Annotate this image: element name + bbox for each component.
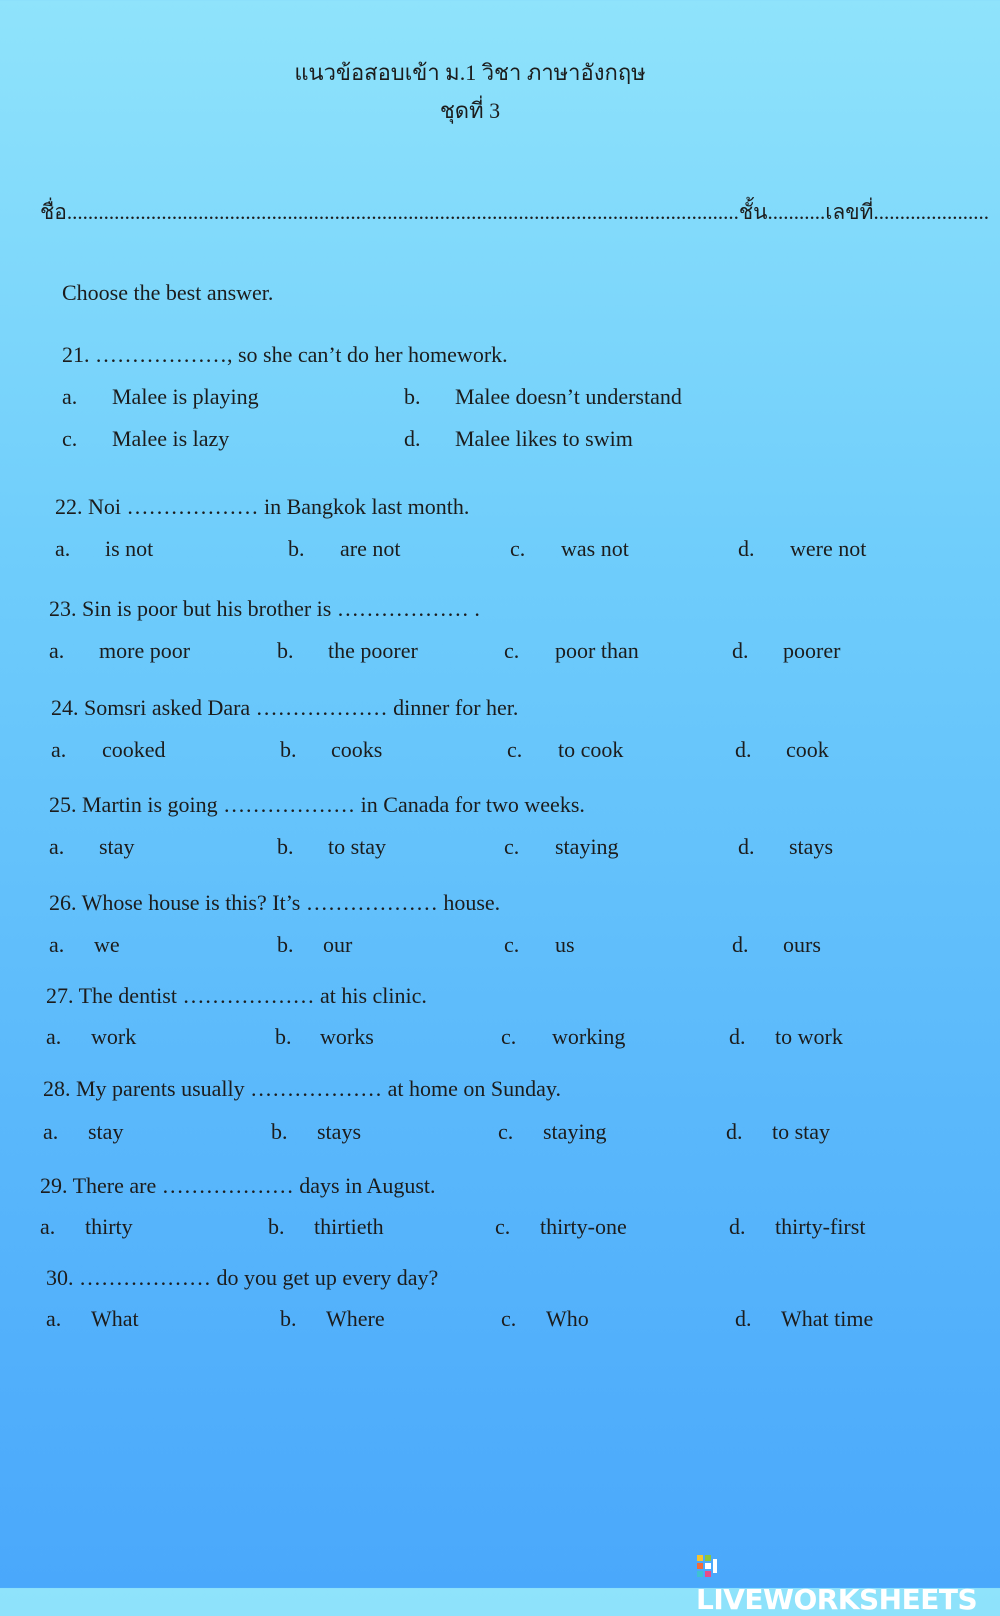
- option-letter: c.: [507, 737, 523, 762]
- option-text[interactable]: stays: [317, 1119, 361, 1144]
- option-text[interactable]: ours: [783, 932, 821, 957]
- option-text[interactable]: to stay: [328, 834, 387, 859]
- option-text[interactable]: more poor: [99, 638, 191, 663]
- option-letter: a.: [46, 1306, 62, 1331]
- question-stem: 26. Whose house is this? It’s ……………… house.: [49, 890, 501, 915]
- option-letter: c.: [510, 536, 526, 561]
- student-info-line: [40, 196, 989, 229]
- option-row: [0, 1119, 1000, 1149]
- option-text[interactable]: Malee is lazy: [112, 426, 230, 451]
- option-row: [0, 536, 1000, 566]
- option-letter: a.: [46, 1024, 62, 1049]
- option-letter: d.: [732, 932, 749, 957]
- name-label: ชื่อ: [40, 200, 67, 224]
- question-stem: 21. ………………, so she can’t do her homework.: [62, 342, 508, 367]
- option-letter: b.: [288, 536, 305, 561]
- option-text[interactable]: works: [320, 1024, 374, 1049]
- option-text[interactable]: is not: [105, 536, 154, 561]
- option-row: [0, 1214, 1000, 1244]
- option-letter: b.: [275, 1024, 292, 1049]
- option-row: [0, 737, 1000, 767]
- option-text[interactable]: stays: [789, 834, 833, 859]
- option-letter: a.: [40, 1214, 56, 1239]
- liveworksheets-logo-icon: [696, 1553, 718, 1579]
- worksheet-subtitle: ชุดที่ 3: [439, 98, 501, 123]
- number-label: เลขที่: [825, 200, 874, 224]
- option-letter: a.: [55, 536, 71, 561]
- option-text[interactable]: thirty: [85, 1214, 133, 1239]
- option-letter: d.: [404, 426, 421, 451]
- option-row: [0, 384, 1000, 414]
- option-text[interactable]: working: [552, 1024, 626, 1049]
- option-letter: c.: [504, 834, 520, 859]
- option-text[interactable]: poorer: [783, 638, 841, 663]
- option-letter: d.: [729, 1024, 746, 1049]
- option-text[interactable]: was not: [561, 536, 629, 561]
- question-stem: 30. ……………… do you get up every day?: [46, 1265, 439, 1290]
- option-letter: a.: [49, 638, 65, 663]
- question-stem: 28. My parents usually ……………… at home on Sunday.: [43, 1076, 561, 1101]
- option-text[interactable]: stay: [88, 1119, 124, 1144]
- option-letter: a.: [62, 384, 78, 409]
- option-letter: a.: [49, 834, 65, 859]
- option-letter: b.: [404, 384, 421, 409]
- question-stem: 23. Sin is poor but his brother is ……………… .: [49, 596, 480, 621]
- option-text[interactable]: thirty-one: [540, 1214, 627, 1239]
- option-row: [0, 1024, 1000, 1054]
- question-stem: 27. The dentist ……………… at his clinic.: [46, 983, 427, 1008]
- option-text[interactable]: staying: [555, 834, 619, 859]
- option-text[interactable]: cooks: [331, 737, 383, 762]
- option-text[interactable]: to work: [775, 1024, 843, 1049]
- watermark-text: LIVEWORKSHEETS: [696, 1583, 978, 1616]
- option-row: [0, 638, 1000, 668]
- option-text[interactable]: were not: [790, 536, 867, 561]
- option-row: [0, 932, 1000, 962]
- option-letter: d.: [738, 536, 755, 561]
- option-row: [0, 1306, 1000, 1336]
- class-label: ชั้น: [738, 200, 768, 224]
- question-stem: 25. Martin is going ……………… in Canada for two weeks.: [49, 792, 585, 817]
- option-letter: b.: [271, 1119, 288, 1144]
- option-text[interactable]: us: [555, 932, 575, 957]
- option-text[interactable]: Who: [546, 1306, 589, 1331]
- option-text[interactable]: What: [91, 1306, 139, 1331]
- option-text[interactable]: poor than: [555, 638, 639, 663]
- option-text[interactable]: stay: [99, 834, 135, 859]
- option-letter: d.: [732, 638, 749, 663]
- option-row: [0, 834, 1000, 864]
- option-text[interactable]: Malee doesn’t understand: [455, 384, 682, 409]
- question-stem: 24. Somsri asked Dara ……………… dinner for her.: [51, 695, 519, 720]
- option-letter: b.: [277, 932, 294, 957]
- class-field[interactable]: ...........: [767, 200, 826, 224]
- name-field[interactable]: ................................................................................................................................: [66, 200, 739, 224]
- option-letter: c.: [501, 1024, 517, 1049]
- option-row: [0, 426, 1000, 456]
- option-letter: a.: [51, 737, 67, 762]
- option-text[interactable]: Malee is playing: [112, 384, 259, 409]
- option-text[interactable]: Malee likes to swim: [455, 426, 633, 451]
- option-text[interactable]: to cook: [558, 737, 624, 762]
- option-letter: d.: [735, 737, 752, 762]
- question-stem: 22. Noi ……………… in Bangkok last month.: [55, 494, 470, 519]
- option-text[interactable]: staying: [543, 1119, 607, 1144]
- option-letter: d.: [735, 1306, 752, 1331]
- option-letter: d.: [738, 834, 755, 859]
- option-letter: c.: [498, 1119, 514, 1144]
- worksheet-title: แนวข้อสอบเข้า ม.1 วิชา ภาษาอังกฤษ: [294, 60, 646, 85]
- option-text[interactable]: cooked: [102, 737, 166, 762]
- option-letter: b.: [277, 638, 294, 663]
- option-letter: b.: [277, 834, 294, 859]
- option-text[interactable]: cook: [786, 737, 829, 762]
- option-letter: b.: [268, 1214, 285, 1239]
- option-text[interactable]: Where: [326, 1306, 385, 1331]
- number-field[interactable]: ......................: [873, 200, 989, 224]
- option-text[interactable]: thirtieth: [314, 1214, 384, 1239]
- option-letter: c.: [495, 1214, 511, 1239]
- option-letter: a.: [43, 1119, 59, 1144]
- option-letter: b.: [280, 1306, 297, 1331]
- liveworksheets-watermark[interactable]: [696, 1550, 992, 1616]
- option-text[interactable]: our: [323, 932, 353, 957]
- option-letter: a.: [49, 932, 65, 957]
- option-letter: d.: [726, 1119, 743, 1144]
- option-letter: c.: [501, 1306, 517, 1331]
- option-text[interactable]: to stay: [772, 1119, 831, 1144]
- option-letter: b.: [280, 737, 297, 762]
- instruction: Choose the best answer.: [62, 280, 274, 305]
- option-text[interactable]: work: [91, 1024, 137, 1049]
- option-letter: c.: [504, 638, 520, 663]
- option-letter: c.: [504, 932, 520, 957]
- option-text[interactable]: thirty-first: [775, 1214, 866, 1239]
- question-stem: 29. There are ……………… days in August.: [40, 1173, 436, 1198]
- option-text[interactable]: are not: [340, 536, 401, 561]
- option-text[interactable]: the poorer: [328, 638, 418, 663]
- option-text[interactable]: we: [94, 932, 120, 957]
- option-letter: c.: [62, 426, 78, 451]
- option-text[interactable]: What time: [781, 1306, 874, 1331]
- option-letter: d.: [729, 1214, 746, 1239]
